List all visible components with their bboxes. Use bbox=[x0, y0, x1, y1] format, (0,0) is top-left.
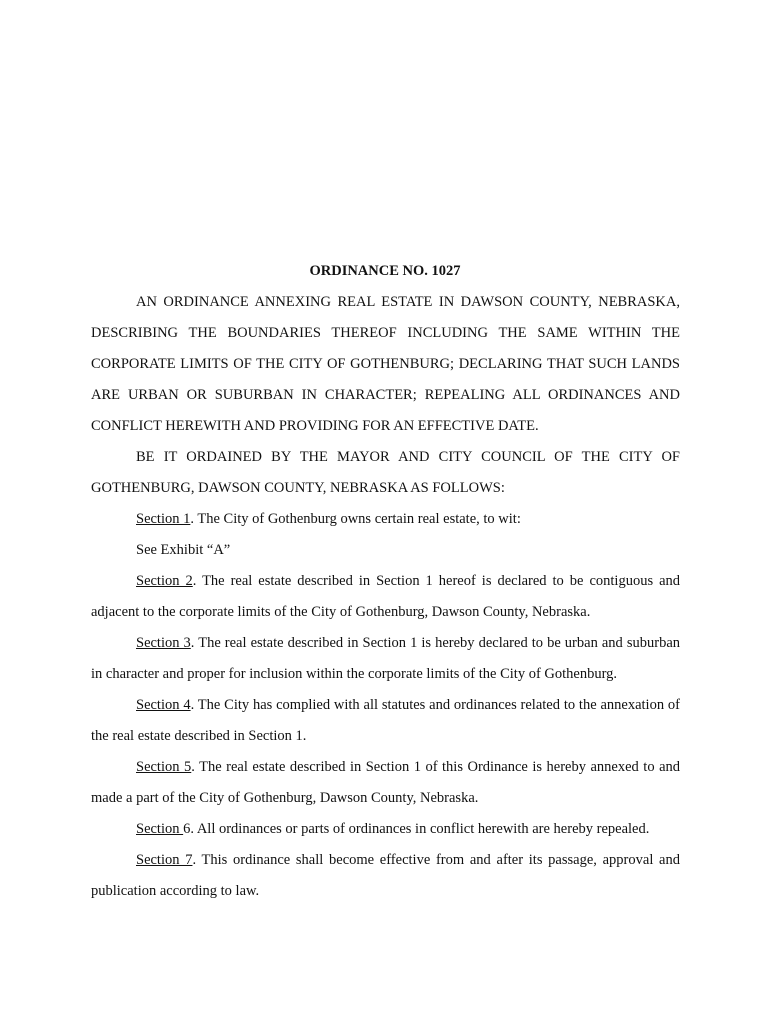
section-3-punct: . bbox=[190, 635, 195, 651]
section-6-text: All ordinances or parts of ordinances in conflict herewith are hereby repealed. bbox=[194, 821, 650, 837]
enacting-clause-paragraph: BE IT ORDAINED BY THE MAYOR AND CITY COUNCIL OF THE CITY OF GOTHENBURG, DAWSON COUNTY, NEBRASKA AS FOLLOWS: bbox=[91, 449, 680, 496]
section-5-text: The real estate described in Section 1 of this Ordinance is hereby annexed to and made a part of the City of Gothenburg, Dawson County, Nebraska. bbox=[91, 759, 680, 806]
section-7-punct: . bbox=[192, 852, 197, 868]
section-6-label: Section bbox=[136, 821, 184, 837]
section-4-text: The City has complied with all statutes and ordinances related to the annexation of the real estate described in Section 1. bbox=[91, 697, 680, 744]
section-7-paragraph bbox=[91, 845, 680, 907]
section-2-label: Section 2 bbox=[136, 573, 193, 589]
ordinance-title: ORDINANCE NO. 1027 bbox=[309, 263, 461, 279]
section-7-text: This ordinance shall become effective from and after its passage, approval and publication according to law. bbox=[91, 852, 680, 899]
section-1-punct: . bbox=[190, 511, 194, 527]
section-6-paragraph bbox=[91, 814, 680, 845]
exhibit-reference bbox=[91, 535, 680, 566]
section-1-paragraph bbox=[91, 504, 680, 535]
section-5-paragraph bbox=[91, 752, 680, 814]
section-2-text: The real estate described in Section 1 hereof is declared to be contiguous and adjacent to the corporate limits of the City of Gothenburg, Dawson County, Nebraska. bbox=[91, 573, 681, 620]
section-1-label: Section 1 bbox=[136, 511, 191, 527]
section-7-label: Section 7 bbox=[136, 852, 193, 868]
section-3-text: The real estate described in Section 1 is hereby declared to be urban and suburban in character and proper for inclusion within the corporate limits of the City of Gothenburg. bbox=[91, 635, 680, 682]
section-2-paragraph bbox=[91, 566, 680, 628]
section-3-paragraph bbox=[91, 628, 680, 690]
section-5-punct: . bbox=[191, 759, 195, 775]
section-3-label: Section 3 bbox=[136, 635, 191, 651]
section-4-paragraph bbox=[91, 690, 680, 752]
section-4-punct: . bbox=[190, 697, 195, 713]
section-2-punct: . bbox=[192, 573, 197, 589]
section-1-text: The City of Gothenburg owns certain real estate, to wit: bbox=[194, 511, 521, 527]
preamble-paragraph: AN ORDINANCE ANNEXING REAL ESTATE IN DAWSON COUNTY, NEBRASKA, DESCRIBING THE BOUNDARIES THEREOF INCLUDING THE SAME WITHIN THE CORPORATE LIMITS OF THE CITY OF GOTHENBURG; DECLARING THAT SUCH LANDS ARE URBAN OR SUBURBAN IN CHARACTER; REPEALING ALL ORDINANCES AND CONFLICT HEREWITH AND PROVIDING FOR AN EFFECTIVE DATE. bbox=[91, 294, 680, 434]
section-5-label: Section 5 bbox=[136, 759, 192, 775]
section-6-punct: 6. bbox=[183, 821, 194, 837]
section-4-label: Section 4 bbox=[136, 697, 191, 713]
ordinance-body bbox=[91, 287, 680, 907]
exhibit-reference-text: See Exhibit “A” bbox=[136, 542, 231, 558]
